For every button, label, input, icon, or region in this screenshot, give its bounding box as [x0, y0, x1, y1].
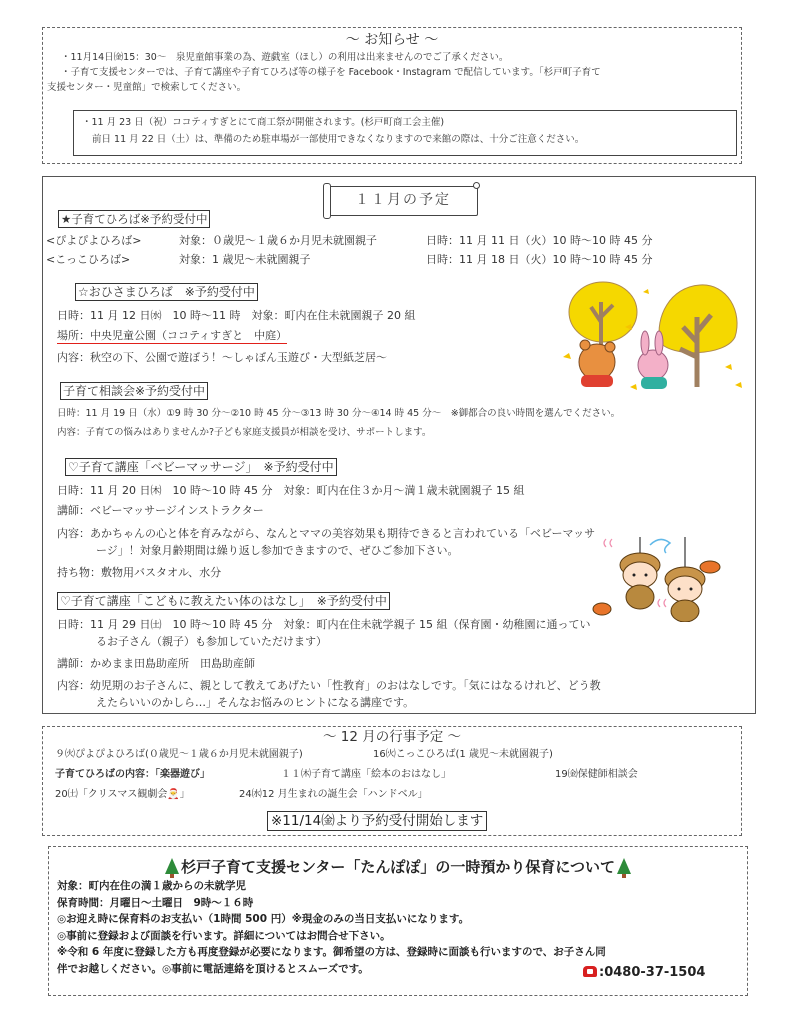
body-talk-tag: ♡子育て講座「こどもに教えたい体のはなし」 ※予約受付中: [57, 592, 390, 610]
hiroba-datetime: 日時：11 月 11 日（火）10 時～10 時 45 分: [426, 234, 653, 247]
hiroba-name: <こっこひろば>: [46, 253, 131, 266]
soudan-tag: 子育て相談会※予約受付中: [60, 382, 208, 400]
notice-item: ・子育て支援センターでは、子育て講座や子育てひろば等の様子を Facebook・Instagram で配信しています。「杉戸町子育て: [61, 67, 601, 78]
body-talk-content: えたらいいのかしら…」そんなお悩みのヒントになる講座です。: [96, 696, 415, 709]
hiroba-row: [46, 234, 653, 248]
baby-massage-belongings: 持ち物：敷物用バスタオル、水分: [57, 566, 222, 579]
hiroba-target: 対象：０歳児～１歳６か月児未就園親子: [179, 234, 377, 247]
hiroba-target: 対象：1 歳児～未就園親子: [179, 253, 311, 266]
tree-icon: [165, 858, 179, 874]
december-event: 19㈮保健師相談会: [555, 769, 638, 780]
phone-number-text: :0480-37-1504: [599, 965, 706, 980]
soudan-content: 内容：子育ての悩みはありませんか?子ども家庭支援員が相談を受け、サポートします。: [57, 427, 432, 438]
baby-massage-datetime: 日時：11 月 20 日㈭ 10 時～10 時 45 分 対象：町内在住３か月～満１歳未就園親子 15 組: [57, 484, 525, 497]
hiroba-datetime: 日時：11 月 18 日（火）10 時～10 時 45 分: [426, 253, 653, 266]
childcare-line: ◎事前に登録および面談を行います。詳細についてはお問合せ下さい。: [57, 929, 391, 942]
december-event: １１㈭子育て講座「絵本のおはなし」: [281, 769, 451, 780]
baby-massage-lecturer: 講師：ベビーマッサージインストラクター: [57, 504, 264, 517]
childcare-info-box: [48, 846, 748, 996]
baby-massage-content: ージ」！対象月齢期間は繰り返し参加できますので、ぜひご参加下さい。: [96, 544, 459, 557]
ohisama-place: [57, 329, 287, 343]
childcare-line: 保育時間：月曜日～土曜日 9時～１６時: [57, 896, 254, 909]
notice-title: ～ お知らせ ～: [345, 32, 439, 48]
december-schedule-box: [42, 726, 742, 836]
hiroba-row: [46, 253, 653, 267]
december-event: 20㈯「クリスマス観劇会🎅」: [55, 789, 190, 800]
ohisama-place-text: 場所：中央児童公園（ココティすぎと 中庭）: [57, 329, 288, 342]
reservation-announcement: ※11/14㈮より予約受付開始します: [267, 811, 487, 831]
hiroba-tag: ★子育てひろば※予約受付中: [58, 210, 210, 228]
acorns-illustration: [588, 537, 723, 622]
baby-massage-tag: ♡子育て講座「ベビーマッサージ」 ※予約受付中: [65, 458, 337, 476]
childcare-line: 伴でお越しください。◎事前に電話連絡を頂けるとスムーズです。: [57, 962, 369, 975]
november-schedule-box: [42, 176, 756, 714]
childcare-title: [49, 856, 747, 878]
december-event: ９㈫ぴよぴよひろば(０歳児～１歳６か月児未就園親子): [55, 749, 303, 760]
ohisama-tag: ☆おひさまひろば ※予約受付中: [75, 283, 258, 301]
ohisama-datetime: 日時：11 月 12 日㈬ 10 時～11 時 対象：町内在住未就園親子 20 組: [57, 309, 416, 322]
notice-inner-item: 前日 11 月 22 日（土）は、準備のため駐車場が一部使用できなくなりますので来館の際は、十分ご注意ください。: [92, 134, 585, 145]
december-event: 16㈫こっこひろば(1 歳児～未就園親子): [373, 749, 553, 760]
body-talk-datetime: 日時：11 月 29 日㈯ 10 時～10 時 45 分 対象：町内在住未就学親子 15 組（保育園・幼稚園に通ってい: [57, 618, 591, 631]
soudan-datetime: 日時：11 月 19 日（水）①9 時 30 分～②10 時 45 分～③13 時 30 分～④14 時 45 分～ ※御都合の良い時間を選んでください。: [57, 408, 621, 419]
december-title: ～ 12 月の行事予定 ～: [322, 729, 462, 745]
notice-item: ・11月14日㈮15：30～ 泉児童館事業の為、遊戯室（ほし）の利用は出来ませんのでご了承ください。: [61, 52, 509, 63]
childcare-line: ※令和 6 年度に登録した方も再度登録が必要になります。御希望の方は、登録時に面談も行いますので、お子さん同: [57, 946, 606, 958]
notice-inner-item: ・11 月 23 日（祝）ココティすぎとにて商工祭が開催されます。(杉戸町商工会主催): [82, 117, 445, 128]
hiroba-name: <ぴよぴよひろば>: [46, 234, 142, 247]
childcare-line: 対象：町内在住の満１歳からの未就学児: [57, 880, 246, 892]
body-talk-lecturer: 講師：かめまま田島助産所 田島助産師: [57, 657, 255, 670]
childcare-line: ◎お迎え時に保育料のお支払い（1時間 500 円）※現金のみの当日支払いになります。: [57, 913, 470, 925]
notice-inner-box: [73, 110, 737, 156]
notice-box: [42, 27, 742, 164]
notice-item: 支援センター・児童館」で検索してください。: [47, 82, 247, 93]
baby-massage-content: 内容：あかちゃんの心と体を育みながら、なんとママの美容効果も期待できると言われている「ベビーマッサ: [57, 527, 596, 540]
december-event: 子育てひろばの内容：「楽器遊び」: [55, 769, 210, 780]
body-talk-datetime: るお子さん（親子）も参加していただけます）: [96, 635, 327, 648]
tree-icon: [617, 858, 631, 874]
ohisama-content: 内容：秋空の下、公園で遊ぼう！～しゃぼん玉遊び・大型紙芝居～: [57, 351, 387, 364]
body-talk-content: 内容：幼児期のお子さんに、親として教えてあげたい「性教育」のおはなしです。「気にはなるけれど、どう教: [57, 679, 601, 692]
december-event: 24㈬12 月生まれの誕生会「ハンドベル」: [239, 789, 428, 800]
autumn-trees-illustration: [555, 277, 755, 392]
phone-number: [583, 965, 705, 980]
childcare-title-text: 杉戸子育て支援センター「たんぽぽ」の一時預かり保育について: [180, 858, 616, 876]
november-title-scroll: １１月の予定: [326, 186, 478, 216]
phone-icon: [583, 966, 597, 977]
